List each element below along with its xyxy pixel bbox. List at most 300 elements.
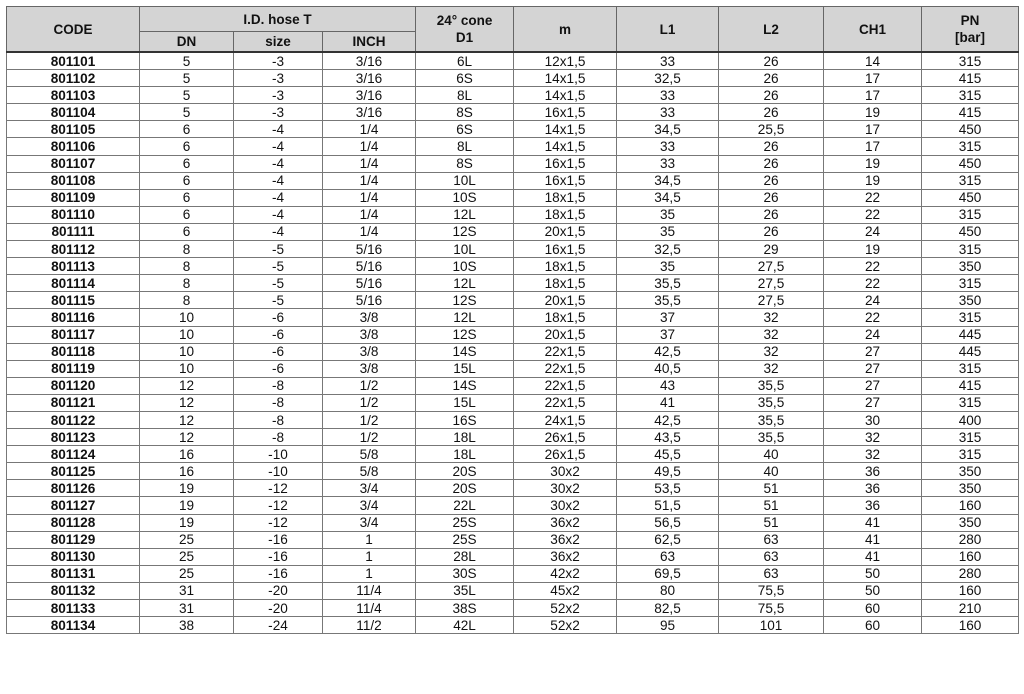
cell-cone-d1: 12L: [416, 206, 514, 223]
cell-m: 22x1,5: [514, 377, 617, 394]
cell-l2: 27,5: [719, 275, 824, 292]
spec-table-container: [6, 6, 1018, 634]
cell-l1: 32,5: [617, 241, 719, 258]
table-row: [7, 70, 1019, 87]
cell-dn: 5: [140, 104, 234, 121]
cell-code: 801123: [7, 429, 140, 446]
cell-inch: 5/16: [323, 241, 416, 258]
table-row: [7, 360, 1019, 377]
cell-l1: 42,5: [617, 411, 719, 428]
cell-ch1: 17: [824, 138, 922, 155]
cell-pn: 315: [922, 446, 1019, 463]
cell-size: -4: [234, 155, 323, 172]
header-l2: L2: [719, 7, 824, 53]
cell-code: 801118: [7, 343, 140, 360]
table-row: [7, 514, 1019, 531]
cell-m: 14x1,5: [514, 138, 617, 155]
cell-ch1: 19: [824, 104, 922, 121]
cell-m: 18x1,5: [514, 258, 617, 275]
cell-l1: 40,5: [617, 360, 719, 377]
cell-code: 801116: [7, 309, 140, 326]
cell-size: -8: [234, 429, 323, 446]
cell-dn: 25: [140, 565, 234, 582]
cell-code: 801103: [7, 87, 140, 104]
cell-pn: 450: [922, 121, 1019, 138]
cell-size: -8: [234, 377, 323, 394]
cell-size: -16: [234, 565, 323, 582]
cell-l2: 40: [719, 463, 824, 480]
table-row: [7, 600, 1019, 617]
cell-inch: 1/2: [323, 377, 416, 394]
cell-l2: 35,5: [719, 429, 824, 446]
table-row: [7, 258, 1019, 275]
cell-inch: 3/4: [323, 514, 416, 531]
cell-ch1: 17: [824, 87, 922, 104]
cell-m: 26x1,5: [514, 446, 617, 463]
cell-l2: 75,5: [719, 582, 824, 599]
cell-ch1: 41: [824, 548, 922, 565]
cell-inch: 1/2: [323, 411, 416, 428]
cell-pn: 160: [922, 548, 1019, 565]
cell-dn: 12: [140, 394, 234, 411]
cell-dn: 12: [140, 377, 234, 394]
cell-dn: 6: [140, 155, 234, 172]
cell-inch: 1/4: [323, 223, 416, 240]
cell-cone-d1: 10S: [416, 258, 514, 275]
cell-ch1: 22: [824, 309, 922, 326]
cell-size: -3: [234, 52, 323, 70]
table-row: [7, 617, 1019, 634]
cell-l1: 80: [617, 582, 719, 599]
cell-size: -12: [234, 497, 323, 514]
cell-size: -3: [234, 104, 323, 121]
cell-cone-d1: 38S: [416, 600, 514, 617]
table-row: [7, 326, 1019, 343]
cell-code: 801105: [7, 121, 140, 138]
cell-ch1: 36: [824, 480, 922, 497]
cell-l2: 40: [719, 446, 824, 463]
cell-dn: 6: [140, 223, 234, 240]
cell-l2: 32: [719, 309, 824, 326]
cell-size: -4: [234, 138, 323, 155]
cell-dn: 38: [140, 617, 234, 634]
table-row: [7, 309, 1019, 326]
cell-code: 801107: [7, 155, 140, 172]
cell-pn: 315: [922, 309, 1019, 326]
cell-l1: 49,5: [617, 463, 719, 480]
cell-pn: 350: [922, 292, 1019, 309]
cell-pn: 445: [922, 343, 1019, 360]
cell-ch1: 22: [824, 258, 922, 275]
cell-l2: 27,5: [719, 292, 824, 309]
header-pn-line1: PN: [960, 13, 980, 28]
cell-code: 801121: [7, 394, 140, 411]
cell-code: 801122: [7, 411, 140, 428]
cell-ch1: 50: [824, 582, 922, 599]
cell-code: 801129: [7, 531, 140, 548]
cell-inch: 5/16: [323, 275, 416, 292]
cell-m: 52x2: [514, 617, 617, 634]
cell-cone-d1: 6L: [416, 52, 514, 70]
cell-l2: 26: [719, 223, 824, 240]
cell-l2: 32: [719, 326, 824, 343]
cell-m: 22x1,5: [514, 343, 617, 360]
table-row: [7, 121, 1019, 138]
cell-l2: 63: [719, 565, 824, 582]
cell-inch: 1/2: [323, 429, 416, 446]
cell-ch1: 36: [824, 463, 922, 480]
cell-dn: 8: [140, 258, 234, 275]
cell-l2: 26: [719, 70, 824, 87]
cell-code: 801124: [7, 446, 140, 463]
cell-ch1: 32: [824, 429, 922, 446]
cell-dn: 5: [140, 70, 234, 87]
table-row: [7, 446, 1019, 463]
cell-size: -5: [234, 241, 323, 258]
cell-ch1: 17: [824, 121, 922, 138]
cell-l1: 45,5: [617, 446, 719, 463]
cell-l2: 29: [719, 241, 824, 258]
cell-pn: 415: [922, 377, 1019, 394]
cell-size: -20: [234, 582, 323, 599]
table-row: [7, 429, 1019, 446]
header-ch1: CH1: [824, 7, 922, 53]
cell-ch1: 50: [824, 565, 922, 582]
cell-code: 801130: [7, 548, 140, 565]
cell-ch1: 19: [824, 155, 922, 172]
cell-l2: 26: [719, 155, 824, 172]
cell-code: 801113: [7, 258, 140, 275]
cell-code: 801119: [7, 360, 140, 377]
header-id-hose: I.D. hose T: [140, 7, 416, 32]
cell-code: 801127: [7, 497, 140, 514]
cell-pn: 315: [922, 394, 1019, 411]
cell-dn: 16: [140, 463, 234, 480]
cell-size: -16: [234, 531, 323, 548]
cell-dn: 31: [140, 600, 234, 617]
cell-cone-d1: 15L: [416, 360, 514, 377]
cell-dn: 6: [140, 206, 234, 223]
cell-pn: 445: [922, 326, 1019, 343]
cell-m: 18x1,5: [514, 275, 617, 292]
cell-ch1: 27: [824, 394, 922, 411]
cell-l2: 35,5: [719, 377, 824, 394]
table-row: [7, 155, 1019, 172]
cell-l1: 35,5: [617, 292, 719, 309]
cell-cone-d1: 12L: [416, 309, 514, 326]
cell-l1: 95: [617, 617, 719, 634]
cell-code: 801102: [7, 70, 140, 87]
cell-l2: 35,5: [719, 394, 824, 411]
cell-code: 801106: [7, 138, 140, 155]
cell-cone-d1: 16S: [416, 411, 514, 428]
cell-cone-d1: 8S: [416, 104, 514, 121]
cell-pn: 450: [922, 223, 1019, 240]
table-row: [7, 206, 1019, 223]
table-row: [7, 463, 1019, 480]
cell-l1: 35,5: [617, 275, 719, 292]
cell-l1: 33: [617, 155, 719, 172]
cell-ch1: 22: [824, 189, 922, 206]
cell-l2: 26: [719, 52, 824, 70]
cell-pn: 315: [922, 360, 1019, 377]
cell-cone-d1: 14S: [416, 377, 514, 394]
cell-ch1: 36: [824, 497, 922, 514]
cell-inch: 5/8: [323, 463, 416, 480]
cell-cone-d1: 12L: [416, 275, 514, 292]
cell-size: -10: [234, 463, 323, 480]
cell-cone-d1: 25S: [416, 514, 514, 531]
cell-pn: 450: [922, 189, 1019, 206]
header-l1: L1: [617, 7, 719, 53]
cell-pn: 315: [922, 172, 1019, 189]
table-header: [7, 7, 1019, 53]
cell-ch1: 60: [824, 600, 922, 617]
table-row: [7, 52, 1019, 70]
cell-size: -20: [234, 600, 323, 617]
cell-dn: 6: [140, 138, 234, 155]
cell-cone-d1: 28L: [416, 548, 514, 565]
cell-dn: 10: [140, 360, 234, 377]
cell-dn: 12: [140, 429, 234, 446]
cell-l1: 34,5: [617, 189, 719, 206]
cell-cone-d1: 22L: [416, 497, 514, 514]
cell-pn: 315: [922, 206, 1019, 223]
cell-l2: 75,5: [719, 600, 824, 617]
cell-size: -6: [234, 309, 323, 326]
cell-ch1: 60: [824, 617, 922, 634]
cell-m: 16x1,5: [514, 104, 617, 121]
cell-l1: 34,5: [617, 121, 719, 138]
cell-m: 18x1,5: [514, 206, 617, 223]
cell-inch: 3/8: [323, 360, 416, 377]
table-row: [7, 377, 1019, 394]
table-row: [7, 138, 1019, 155]
cell-inch: 1/4: [323, 121, 416, 138]
cell-cone-d1: 25S: [416, 531, 514, 548]
cell-size: -4: [234, 172, 323, 189]
cell-inch: 11/2: [323, 617, 416, 634]
cell-m: 20x1,5: [514, 292, 617, 309]
cell-m: 42x2: [514, 565, 617, 582]
cell-ch1: 24: [824, 292, 922, 309]
cell-m: 30x2: [514, 497, 617, 514]
cell-code: 801125: [7, 463, 140, 480]
cell-pn: 350: [922, 514, 1019, 531]
cell-cone-d1: 14S: [416, 343, 514, 360]
cell-dn: 6: [140, 121, 234, 138]
cell-code: 801104: [7, 104, 140, 121]
header-pn-line2: [bar]: [955, 30, 986, 45]
cell-dn: 25: [140, 548, 234, 565]
cell-l1: 63: [617, 548, 719, 565]
header-cone-line1: 24° cone: [436, 13, 493, 28]
cell-inch: 11/4: [323, 582, 416, 599]
cell-inch: 3/4: [323, 497, 416, 514]
cell-code: 801109: [7, 189, 140, 206]
cell-inch: 5/8: [323, 446, 416, 463]
cell-code: 801134: [7, 617, 140, 634]
cell-dn: 8: [140, 275, 234, 292]
cell-inch: 1/4: [323, 189, 416, 206]
cell-m: 14x1,5: [514, 87, 617, 104]
cell-ch1: 17: [824, 70, 922, 87]
cell-code: 801108: [7, 172, 140, 189]
cell-ch1: 19: [824, 172, 922, 189]
cell-m: 12x1,5: [514, 52, 617, 70]
cell-inch: 1/4: [323, 172, 416, 189]
cell-dn: 12: [140, 411, 234, 428]
cell-size: -12: [234, 480, 323, 497]
cell-inch: 11/4: [323, 600, 416, 617]
table-row: [7, 292, 1019, 309]
cell-dn: 19: [140, 514, 234, 531]
cell-size: -24: [234, 617, 323, 634]
cell-l2: 51: [719, 497, 824, 514]
cell-code: 801101: [7, 52, 140, 70]
cell-l2: 32: [719, 360, 824, 377]
cell-code: 801126: [7, 480, 140, 497]
table-body: [7, 52, 1019, 634]
cell-inch: 5/16: [323, 292, 416, 309]
cell-pn: 415: [922, 70, 1019, 87]
cell-ch1: 27: [824, 360, 922, 377]
table-row: [7, 189, 1019, 206]
cell-l2: 51: [719, 514, 824, 531]
cell-l2: 26: [719, 138, 824, 155]
cell-pn: 210: [922, 600, 1019, 617]
cell-size: -5: [234, 275, 323, 292]
cell-ch1: 27: [824, 343, 922, 360]
cell-code: 801112: [7, 241, 140, 258]
cell-l1: 37: [617, 326, 719, 343]
cell-l1: 33: [617, 87, 719, 104]
cell-pn: 400: [922, 411, 1019, 428]
header-cone: [416, 7, 514, 53]
table-row: [7, 411, 1019, 428]
cell-l2: 35,5: [719, 411, 824, 428]
cell-l2: 63: [719, 531, 824, 548]
header-code: CODE: [7, 7, 140, 53]
cell-dn: 31: [140, 582, 234, 599]
cell-dn: 19: [140, 497, 234, 514]
cell-code: 801111: [7, 223, 140, 240]
cell-l1: 43,5: [617, 429, 719, 446]
cell-l2: 26: [719, 189, 824, 206]
table-row: [7, 582, 1019, 599]
cell-pn: 315: [922, 87, 1019, 104]
cell-inch: 3/16: [323, 104, 416, 121]
cell-size: -4: [234, 223, 323, 240]
cell-l2: 25,5: [719, 121, 824, 138]
table-row: [7, 343, 1019, 360]
cell-l1: 33: [617, 138, 719, 155]
cell-m: 14x1,5: [514, 70, 617, 87]
cell-l2: 101: [719, 617, 824, 634]
cell-l1: 35: [617, 258, 719, 275]
cell-size: -8: [234, 411, 323, 428]
cell-l1: 32,5: [617, 70, 719, 87]
cell-l1: 51,5: [617, 497, 719, 514]
table-row: [7, 241, 1019, 258]
cell-dn: 10: [140, 326, 234, 343]
cell-cone-d1: 15L: [416, 394, 514, 411]
cell-l1: 43: [617, 377, 719, 394]
cell-l1: 41: [617, 394, 719, 411]
cell-cone-d1: 35L: [416, 582, 514, 599]
cell-pn: 350: [922, 463, 1019, 480]
table-row: [7, 394, 1019, 411]
cell-ch1: 14: [824, 52, 922, 70]
cell-dn: 8: [140, 241, 234, 258]
cell-pn: 350: [922, 258, 1019, 275]
cell-pn: 315: [922, 241, 1019, 258]
cell-dn: 5: [140, 52, 234, 70]
cell-cone-d1: 10L: [416, 241, 514, 258]
cell-l2: 27,5: [719, 258, 824, 275]
table-row: [7, 565, 1019, 582]
cell-m: 18x1,5: [514, 189, 617, 206]
cell-inch: 3/8: [323, 343, 416, 360]
cell-inch: 1: [323, 565, 416, 582]
cell-code: 801110: [7, 206, 140, 223]
table-row: [7, 275, 1019, 292]
cell-l1: 35: [617, 206, 719, 223]
cell-l1: 34,5: [617, 172, 719, 189]
cell-cone-d1: 12S: [416, 326, 514, 343]
cell-size: -16: [234, 548, 323, 565]
cell-cone-d1: 8L: [416, 87, 514, 104]
cell-m: 36x2: [514, 548, 617, 565]
table-row: [7, 497, 1019, 514]
cell-inch: 3/16: [323, 70, 416, 87]
cell-code: 801131: [7, 565, 140, 582]
cell-pn: 315: [922, 429, 1019, 446]
header-cone-line2: D1: [455, 30, 474, 45]
cell-dn: 10: [140, 343, 234, 360]
cell-size: -3: [234, 87, 323, 104]
cell-size: -6: [234, 343, 323, 360]
cell-code: 801128: [7, 514, 140, 531]
cell-l2: 26: [719, 87, 824, 104]
cell-l1: 33: [617, 104, 719, 121]
cell-code: 801115: [7, 292, 140, 309]
cell-l1: 56,5: [617, 514, 719, 531]
cell-ch1: 24: [824, 223, 922, 240]
cell-size: -6: [234, 360, 323, 377]
cell-code: 801132: [7, 582, 140, 599]
cell-size: -3: [234, 70, 323, 87]
cell-ch1: 30: [824, 411, 922, 428]
cell-ch1: 22: [824, 206, 922, 223]
cell-l2: 26: [719, 104, 824, 121]
table-row: [7, 531, 1019, 548]
cell-cone-d1: 6S: [416, 121, 514, 138]
cell-pn: 415: [922, 104, 1019, 121]
cell-pn: 160: [922, 497, 1019, 514]
cell-cone-d1: 42L: [416, 617, 514, 634]
cell-cone-d1: 8L: [416, 138, 514, 155]
table-row: [7, 548, 1019, 565]
cell-code: 801120: [7, 377, 140, 394]
cell-inch: 1/4: [323, 138, 416, 155]
cell-pn: 315: [922, 275, 1019, 292]
cell-m: 30x2: [514, 480, 617, 497]
cell-m: 22x1,5: [514, 360, 617, 377]
header-size: size: [234, 32, 323, 53]
cell-ch1: 24: [824, 326, 922, 343]
cell-dn: 10: [140, 309, 234, 326]
